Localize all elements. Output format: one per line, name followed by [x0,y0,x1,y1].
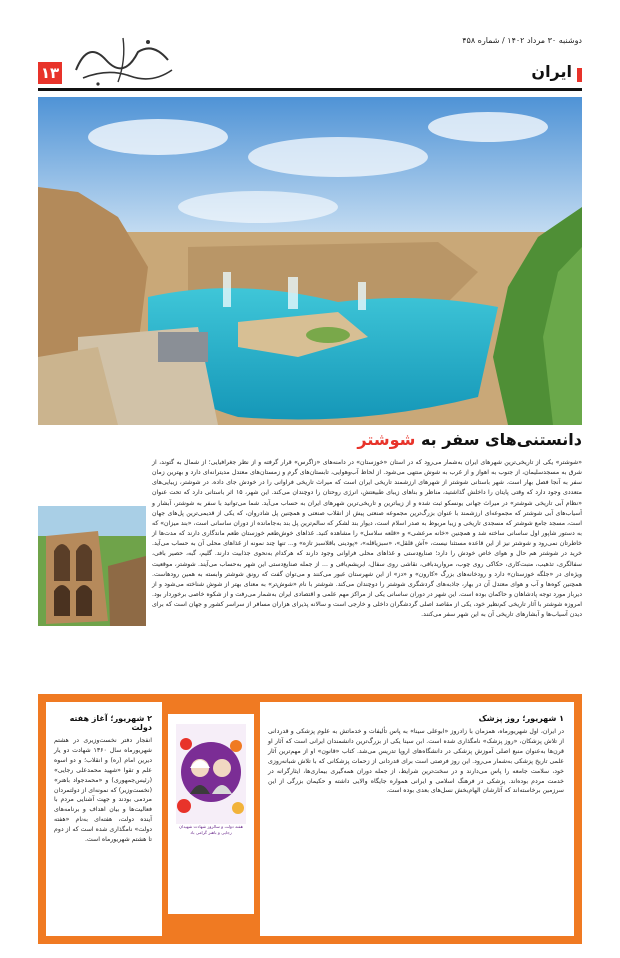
section-title: ایران [531,62,572,81]
dateline: دوشنبه ۳۰ مرداد ۱۴۰۲ / شماره ۴۵۸ [462,36,582,45]
government-week-text: انفجار دفتر نخست‌وزیری در هشتم شهریورماه سال ۱۳۶۰ شهادت دو یار دیرین امام (ره) و انقلاب؛ و دو اسوه علم و تقوا «شهید محمدعلی رجایی» (رئیس‌جمهوری) و «محمدجواد باهنر» (نخست‌وزیر) که نمونه‌ای از دولتمردان مردمی بودند و جهت آشنایی مردم با فعالیت‌ها و بیان اهداف و برنامه‌های آینده دولت، هفته‌ای به‌نام «هفته دولت» نامگذاری شده است که از دوم تا هشتم شهریورماه است. [54,737,152,844]
government-week-poster-panel [168,714,254,914]
doctor-day-title: ۱ شهریور؛ روز پزشک [478,714,564,723]
government-week-panel [46,702,162,936]
article-body [38,458,582,690]
ruins-photo [38,506,146,626]
sidebar-box [38,694,582,944]
hero-photo [38,97,582,425]
headline-accent: شوشتر [357,430,416,449]
masthead [38,26,582,96]
inset-photo [38,506,146,626]
government-week-title: ۲ شهریور؛ آغاز هفته دولت [69,714,152,732]
martyrs-portrait-poster-icon [176,724,246,824]
calligraphy-logo-icon [68,30,178,90]
page-number: ۱۳ [38,62,62,84]
government-week-poster [176,724,246,824]
doctor-day-panel [260,702,574,936]
shushtar-waterfalls-photo [38,97,582,425]
doctor-day-text: در ایران، اول شهریورماه، همزمان با زادروز «ابوعلی سینا» به پاس تألیفات و خدماتش به علوم پزشکی و قدردانی از تلاش پزشکان، «روز پزشک» نامگذاری شده است. ابن سینا یکی از بزرگ‌ترین دانشمندان ایرانی است که آثار او قرن‌ها به‌عنوان منبع اصلی آموزش پزشکی در دانشگاه‌های اروپا تدریس می‌شد. کتاب «قانون» او از مهم‌ترین آثار علمی تاریخ پزشکی به‌شمار می‌رود. این روز فرصتی است برای قدردانی از زحمات پزشکانی که با تلاش شبانه‌روزی خود، سلامت جامعه را پاس می‌دارند و در سخت‌ترین شرایط، از جمله دوران همه‌گیری بیماری‌ها، ایثارگرانه در خدمت مردم بوده‌اند. پزشکی در فرهنگ اسلامی و ایرانی همواره جایگاه والایی داشته و حکیمان بزرگی از این سرزمین برخاسته‌اند که آثارشان الهام‌بخش نسل‌های بعدی بوده است. [268,728,564,795]
headline-prefix: دانستنی‌های سفر به [415,430,582,449]
poster-caption: هفته دولت و سالروز شهادت شهیدان رجایی و باهنر گرامی باد [179,824,243,835]
article-body-text: «شوشتر» یکی از تاریخی‌ترین شهرهای ایران به‌شمار می‌رود که در استان «خوزستان» در دامنه‌های «زاگرس» قرار گرفته و از نظر جغرافیایی؛ از شمال به گتوند، از شرق به مسجدسلیمان، از جنوب به اهواز و از غرب به شوش منتهی می‌شود. از لحاظ آب‌وهوایی، تابستان‌های گرم و زمستان‌های معتدل مدیترانه‌ای دارد و بهترین زمان سفر به آنجا فصل بهار است. شهر باستانی شوشتر از شهرهای ارزشمند تاریخی ایران است که میراث تاریخی فراوانی را در خودش جای داده. در شوشتر، زیبایی‌های متعددی وجود دارد که وقتی پایتان را داخلش گذاشتید، مناظر و بناهای زیبای طبیعتش، انرژی روحتان را دوچندان می‌کند. این شهر، ۱۵ اثر باستانی دارد که تحت عنوان «نظام آبی تاریخی شوشتر» در میراث جهانی یونسکو ثبت شده و از زیباترین و تاریخی‌ترین شهرهای ایران به حساب می‌آید. شما می‌توانید با سفر به شوشتر، آبشار و آسیاب‌های آبی شوشتر که مجموعه‌ای ارزشمند با عنوان بزرگ‌ترین مجموعه صنعتی پیش از انقلاب صنعتی و همچنین پل شادروان، که یکی از قدیمی‌ترین پل‌های جهان است، مسجد جامع شوشتر که مسجدی تاریخی و زیبا مربوط به صدر اسلام است، دیوار بند لشکر که سالم‌ترین پل بند به‌جامانده از دوران ساسانی است، «بند میزان» که به دستور شاپور اول ساسانی ساخته شد و همچنین «خانه مرعشی» و «قلعه سلاسل» را مشاهده کنید. غذاهای خوش‌طعم خوزستان طعم ماندگاری دارند که مدت‌ها از خاطرتان نمی‌رود و شوشتر نیز از این قاعده مستثنا نیست، «آش قلقل»، «سبزیاقله»، «پودینی باقلاسبز تازه» و... تنها چند نمونه از غذاهای محلی آن به حساب می‌آید. خرید در شوشتر هم حال و هوای خاص خودش را دارد؛ صنایع‌دستی و غذاهای محلی فراوانی وجود دارند که هرکدام به‌نحوی جذابیت دارند. گلیم، گبه، حصیر بافی، سفالگری، تذهیب، منبت‌کاری، حکاکی روی چوب، مرواریدبافی، نقاشی روی سفال، ابریشم‌بافی و ... از جمله صنایع‌دستی این شهر به‌حساب می‌آیند. شوشتر، موقعیت ویژه‌ای در «جلگه خوزستان» دارد و رودخانه‌های بزرگ «کارون» و «دز» از این شهرستان عبور می‌کنند و می‌توان گفت که رونق شوشتر وابسته به همین رودهاست. همچنین کوه‌ها و آب و هوای معتدل آن در بهار، جاذبه‌های گردشگری شوشتر را دوچندان می‌کند. شوشتر با نام «شوش‌تر» به معنای بهتر از شوش شناخته می‌شود و از دیرباز مورد توجه پادشاهان و حاکمان بوده است. این شهر در دوران ساسانی یکی از مراکز مهم علمی و اقتصادی ایران به‌شمار می‌رفت و از شکوه خاصی برخوردار بود. امروزه شوشتر با آثار تاریخی کم‌نظیر خود، یکی از مقاصد اصلی گردشگران داخلی و خارجی است و سالانه پذیرای هزاران مسافر از سراسر کشور و جهان است که برای دیدن آسیاب‌ها و آبشارهای تاریخی آن به این شهر سفر می‌کنند. [152,459,582,619]
logo [68,30,178,90]
header-rule [38,88,582,91]
section-marker [577,68,582,82]
article-headline [357,430,582,449]
